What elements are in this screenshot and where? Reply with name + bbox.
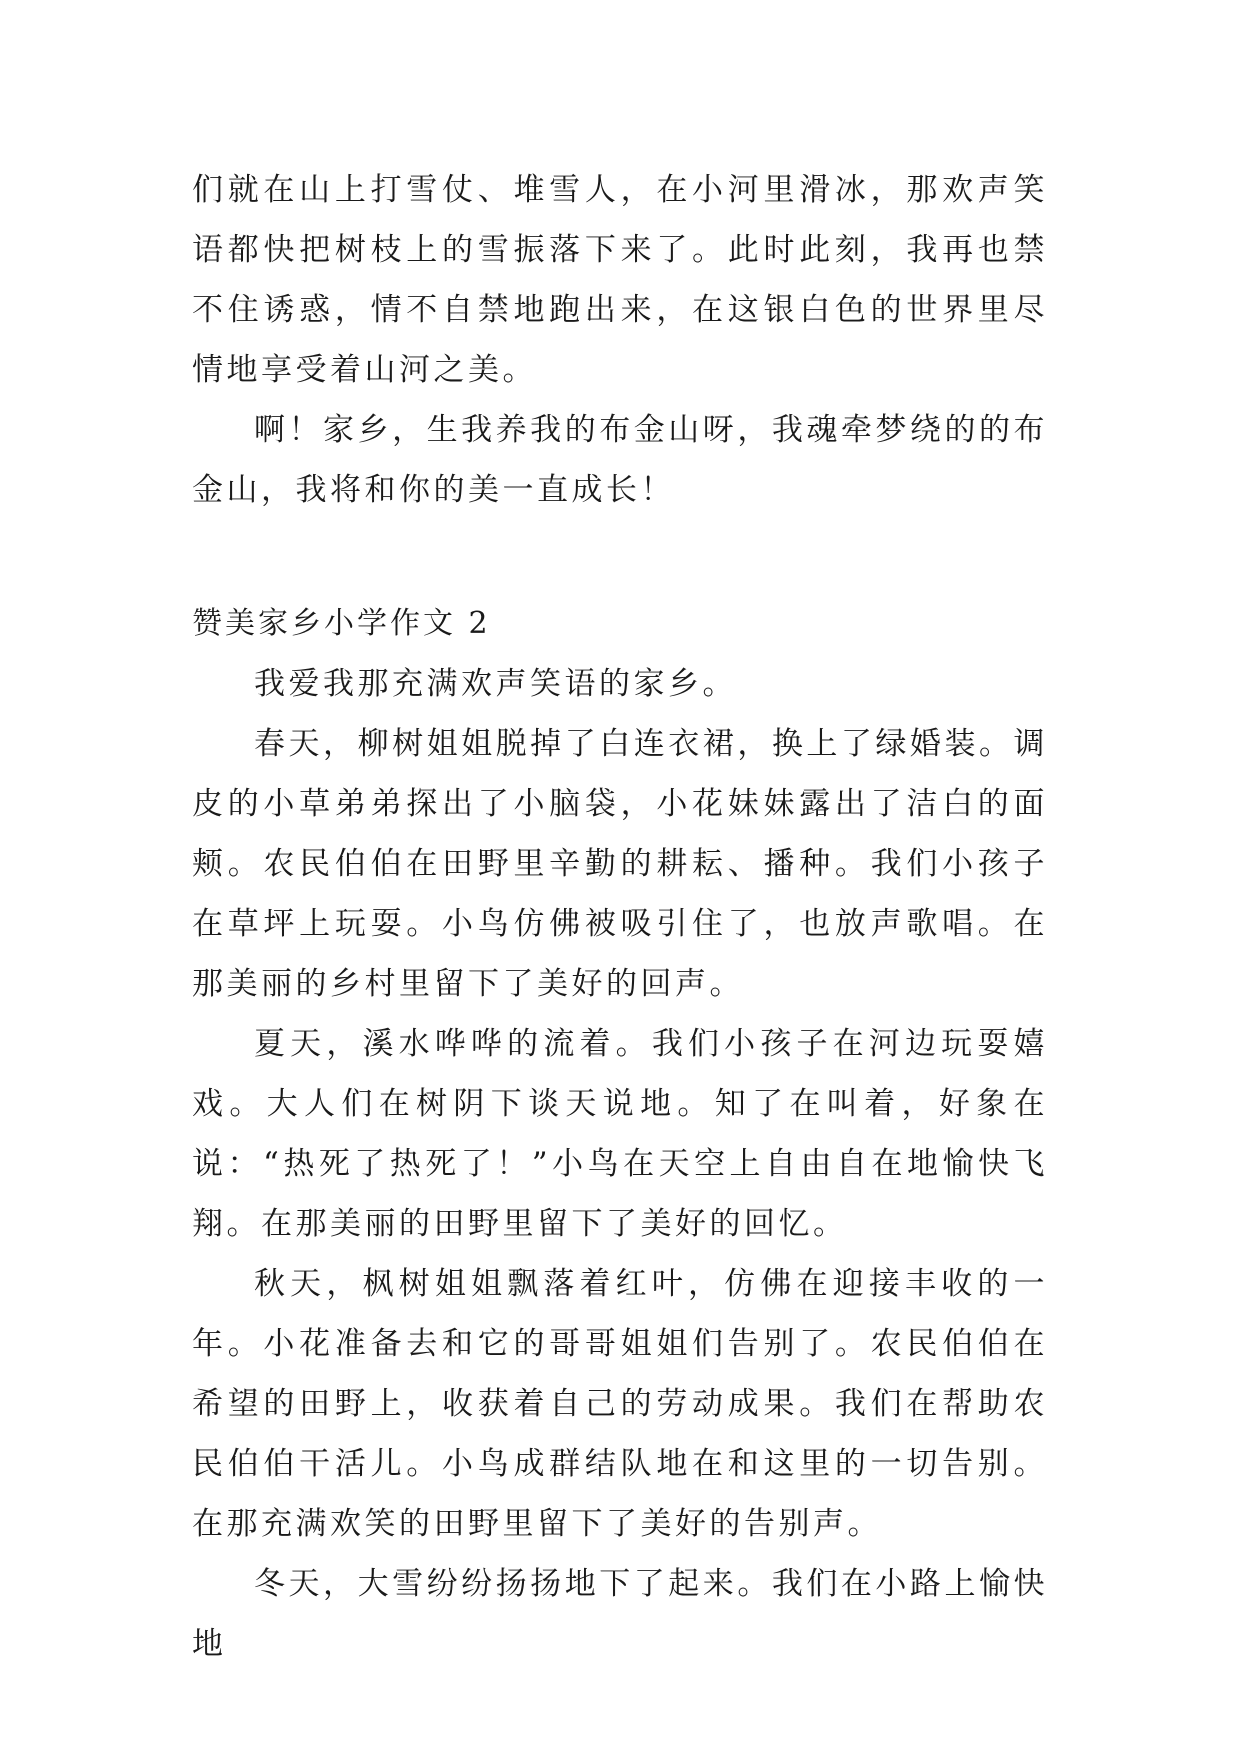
paragraph-autumn: 秋天，枫树姐姐飘落着红叶，仿佛在迎接丰收的一年。小花准备去和它的哥哥姐姐们告别了。农民伯伯在希望的田野上，收获着自己的劳动成果。我们在帮助农民伯伯干活儿。小鸟成群结队地在和这里的一切告别。在那充满欢笑的田野里留下了美好的告别声。 bbox=[192, 1266, 1048, 1542]
paragraph-summer: 夏天，溪水哗哗的流着。我们小孩子在河边玩耍嬉戏。大人们在树阴下谈天说地。知了在叫着，好象在说：“热死了热死了！”小鸟在天空上自由自在地愉快飞翔。在那美丽的田野里留下了美好的回忆。 bbox=[192, 1026, 1048, 1242]
section-title: 赞美家乡小学作文 2 bbox=[192, 606, 491, 641]
paragraph-intro: 我爱我那充满欢声笑语的家乡。 bbox=[254, 666, 737, 702]
paragraph-spring: 春天，柳树姐姐脱掉了白连衣裙，换上了绿婚装。调皮的小草弟弟探出了小脑袋，小花妹妹露出了洁白的面颊。农民伯伯在田野里辛勤的耕耘、播种。我们小孩子在草坪上玩耍。小鸟仿佛被吸引住了，也放声歌唱。在那美丽的乡村里留下了美好的回声。 bbox=[192, 726, 1048, 1002]
document-body bbox=[192, 160, 1048, 1674]
paragraph-winter: 冬天，大雪纷纷扬扬地下了起来。我们在小路上愉快地 bbox=[192, 1566, 1048, 1662]
paragraph-closing: 啊！家乡，生我养我的布金山呀，我魂牵梦绕的的布金山，我将和你的美一直成长！ bbox=[192, 412, 1048, 508]
paragraph-continued: 们就在山上打雪仗、堆雪人，在小河里滑冰，那欢声笑语都快把树枝上的雪振落下来了。此时此刻，我再也禁不住诱惑，情不自禁地跑出来，在这银白色的世界里尽情地享受着山河之美。 bbox=[192, 172, 1048, 388]
section-spacer bbox=[192, 520, 1048, 594]
